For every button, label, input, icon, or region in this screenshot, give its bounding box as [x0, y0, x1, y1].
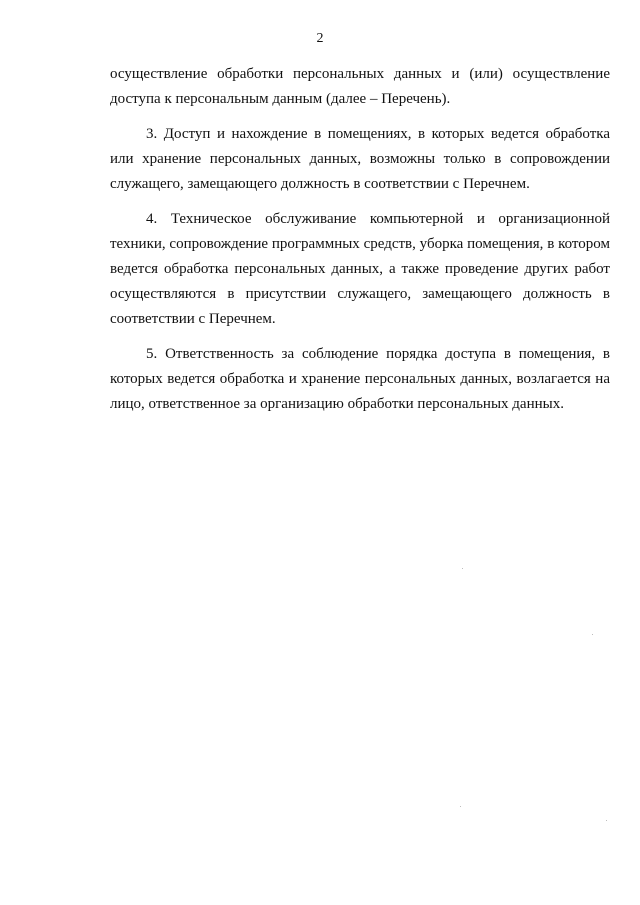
paragraph-continuation: осуществление обработки персональных данных и (или) осуществление доступа к персональным данным (далее – Перечень). [110, 66, 610, 107]
scan-speck [606, 820, 607, 821]
paragraph-4: 4. Техническое обслуживание компьютерной и организационной техники, сопровождение программных средств, уборка помещения, в котором ведется обработка персональных данных, а также проведение других работ осуществляются в присутствии служащего, замещающего должность в соответствии с Перечнем. [110, 211, 610, 327]
scan-speck [462, 568, 463, 569]
scan-speck [460, 806, 461, 807]
paragraph-5: 5. Ответственность за соблюдение порядка доступа в помещения, в которых ведется обработка и хранение персональных данных, возлагается на лицо, ответственное за организацию обработки персональных данных. [110, 346, 610, 412]
paragraph-3: 3. Доступ и нахождение в помещениях, в которых ведется обработка или хранение персональных данных, возможны только в сопровождении служащего, замещающего должность в соответствии с Перечнем. [110, 126, 610, 192]
document-body [110, 62, 610, 427]
scan-speck [592, 634, 593, 635]
page-number: 2 [316, 31, 324, 46]
